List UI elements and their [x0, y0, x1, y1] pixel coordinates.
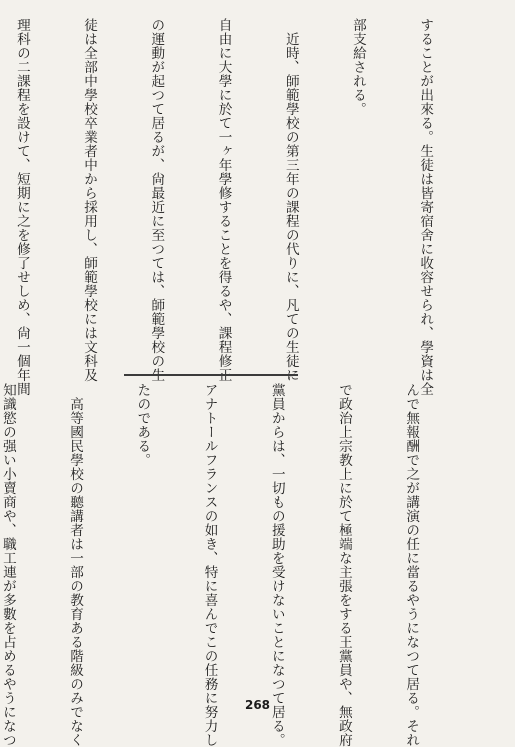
text-line: 高等國民學校の聽講者は一部の教育ある階級のみでなく [67, 383, 84, 747]
text-line: 近時、師範學校の第三年の課程の代りに、凡ての生徒に [282, 18, 299, 382]
text-line: んで無報酬で之が講演の任に當るやうになつて居る。それ [403, 383, 420, 747]
text-line: 理科の二課程を設けて、短期に之を修了せしめ、尙一個年間 [13, 18, 30, 396]
text-line: 黨員からは、一切もの援助を受けないことになつて居る。 [268, 383, 285, 747]
section-divider-rule [124, 374, 298, 376]
text-line: 知識慾の强い小賣商や、職工連が多數を占めるやうになつ [0, 383, 16, 747]
text-line: で政治上宗教上に於て極端な主張をする王黨員や、無政府 [335, 383, 352, 747]
text-line: することが出來る。生徒は皆寄宿舍に收容せられ、學資は全 [417, 18, 434, 396]
text-line: たのである。 [134, 383, 151, 467]
text-line: 徒は全部中學校卒業者中から採用し、師範學校には文科及 [81, 18, 98, 382]
text-line: 自由に大學に於て一ヶ年學修することを得るや、課程修正 [215, 18, 232, 382]
text-line: アナトールフランスの如き、特に喜んでこの任務に努力し [201, 383, 218, 747]
page-number: 268 [244, 698, 271, 712]
text-line: の運動が起つて居るが、尙最近に至つては、師範學校の生 [148, 18, 165, 382]
text-line: 部支給される。 [349, 18, 366, 116]
text-block-upper [0, 18, 481, 396]
